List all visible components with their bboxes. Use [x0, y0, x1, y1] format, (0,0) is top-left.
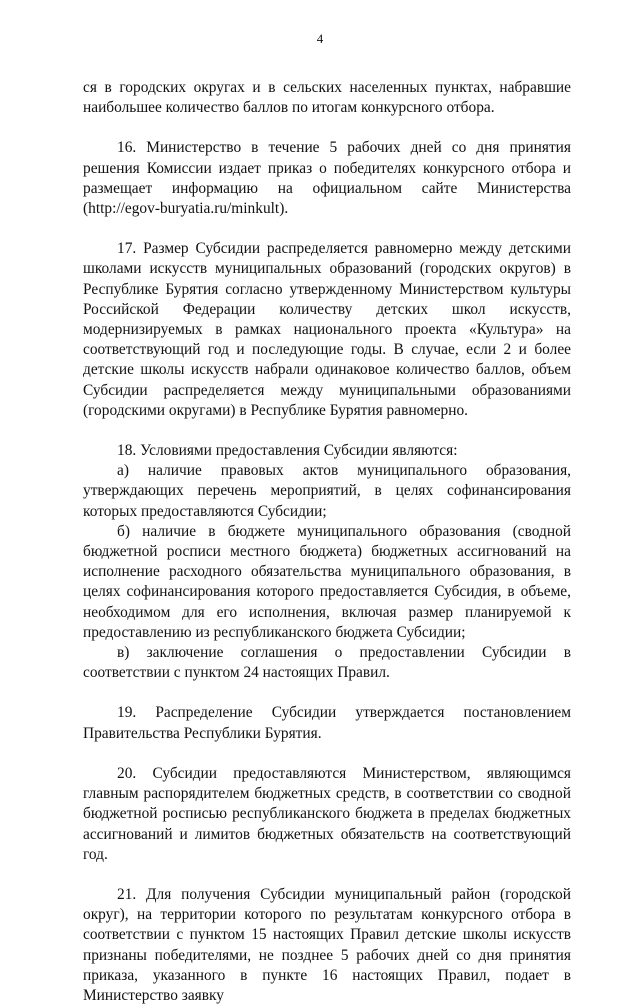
paragraph-19: 19. Распределение Субсидии утверждается постановлением Правительства Республики Бурятия. — [83, 704, 571, 742]
paragraph-21: 21. Для получения Субсидии муниципальный район (городской округ), на территории которого по результатам конкурсного отбора в соответствии с пунктом 15 настоящих Правил детские школы искусств признаны победителями, не позднее 5 рабочих дней со дня принятия приказа, указанного в пункте 16 настоящих Правил, подает в Министерство заявку — [83, 885, 571, 1004]
paragraph-20: 20. Субсидии предоставляются Министерством, являющимся главным распорядителем бюджетных средств, в соответствии со сводной бюджетной росписью республиканского бюджета в пределах бюджетных ассигнований и лимитов бюджетных обязательств на соответствующий год. — [83, 764, 571, 863]
paragraph-18-v: в) заключение соглашения о предоставлении Субсидии в соответствии с пунктом 24 настоящих Правил. — [83, 644, 571, 682]
paragraph-15-continuation: ся в городских округах и в сельских населенных пунктах, набравшие наибольшее количество баллов по итогам конкурсного отбора. — [83, 79, 571, 117]
paragraph-18-b: б) наличие в бюджете муниципального образования (сводной бюджетной росписи местного бюджета) бюджетных ассигнований на исполнение расходного обязательства муниципального образования, в целях софинансирования которого предоставляется Субсидия, в объеме, необходимом для его исполнения, включая размер планируемой к предоставлению из республиканского бюджета Субсидии; — [83, 522, 571, 641]
page-number: 4 — [316, 31, 324, 46]
paragraph-18-a: а) наличие правовых актов муниципального образования, утверждающих перечень мероприятий, в целях софинансирования которых предоставляются Субсидии; — [83, 462, 571, 520]
paragraph-18: 18. Условиями предоставления Субсидии являются: — [117, 442, 458, 460]
paragraph-16: 16. Министерство в течение 5 рабочих дней со дня принятия решения Комиссии издает приказ о победителях конкурсного отбора и размещает информацию на официальном сайте Министерства (http://egov-buryatia.ru/minkult). — [83, 139, 571, 218]
document-body — [83, 78, 571, 1006]
paragraph-17: 17. Размер Субсидии распределяется равномерно между детскими школами искусств муниципальных образований (городских округов) в Республике Бурятия согласно утвержденному Министерством культуры Российской Федерации количеству детских школ искусств, модернизируемых в рамках национального проекта «Культура» на соответствующий год и последующие годы. В случае, если 2 и более детские школы искусств набрали одинаковое количество баллов, объем Субсидии распределяется между муниципальными образованиями (городскими округами) в Республике Бурятия равномерно. — [83, 240, 571, 419]
